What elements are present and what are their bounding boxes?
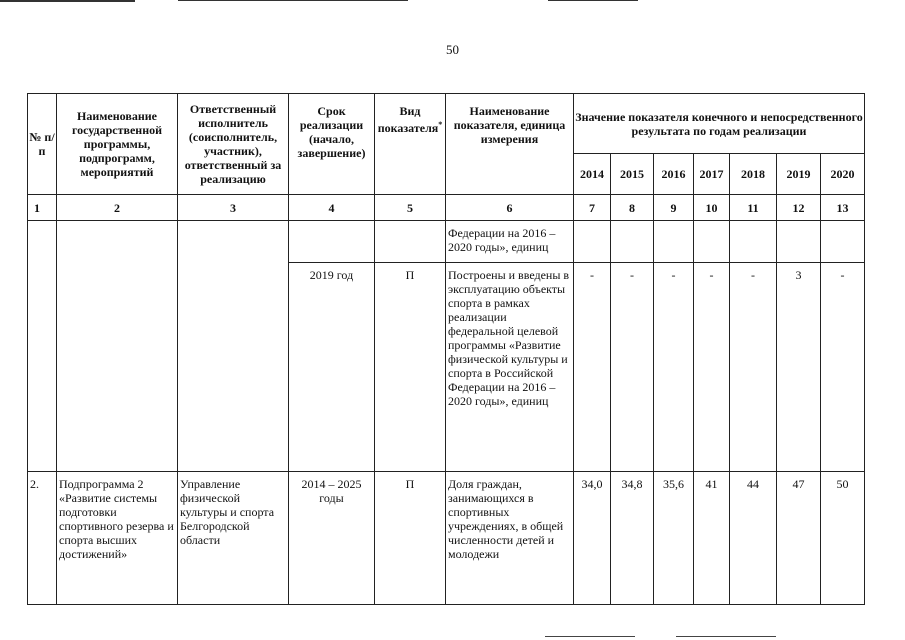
cell-empty [574, 221, 611, 263]
cell-empty [375, 221, 446, 263]
year-header: 2015 [611, 154, 654, 195]
year-header: 2016 [654, 154, 694, 195]
column-number: 8 [611, 195, 654, 221]
row-number-cell: 2. [28, 472, 57, 605]
year-header: 2018 [730, 154, 777, 195]
year-header: 2020 [821, 154, 865, 195]
value-cell: - [694, 263, 730, 472]
cell-empty [654, 221, 694, 263]
col-header-values-group: Значение показателя конечного и непосредственного результата по годам реализации [574, 94, 865, 154]
value-cell: 3 [777, 263, 821, 472]
top-rule-mid [178, 0, 408, 1]
column-number: 11 [730, 195, 777, 221]
value-cell: 34,8 [611, 472, 654, 605]
col-header-period: Срок реализации (начало, завершение) [289, 94, 375, 195]
value-cell: 47 [777, 472, 821, 605]
period-cell: 2019 год [289, 263, 375, 472]
value-cell: - [611, 263, 654, 472]
col-header-type-label: Вид показателя [377, 104, 439, 135]
col-header-executor: Ответственный исполнитель (соисполнитель, участник), ответственный за реализацию [178, 94, 289, 195]
bottom-rule-right [676, 636, 776, 637]
indicator-cell: Доля граждан, занимающихся в спортивных учреждениях, в общей численности детей и молодежи [446, 472, 574, 605]
indicators-table [27, 93, 865, 605]
value-cell: - [654, 263, 694, 472]
type-cell: П [375, 263, 446, 472]
column-number: 3 [178, 195, 289, 221]
top-rule-left [0, 0, 135, 2]
value-cell: 50 [821, 472, 865, 605]
indicator-cell: Построены и введены в эксплуатацию объекты спорта в рамках реализации федеральной целевой программы «Развитие физической культуры и спорта в Российской Федерации на 2016 – 2020 годы», единиц [446, 263, 574, 472]
period-cell: 2014 – 2025 годы [289, 472, 375, 605]
col-header-number: № п/п [28, 94, 57, 195]
bottom-rule-left [545, 636, 635, 637]
column-number: 10 [694, 195, 730, 221]
cell-empty [777, 221, 821, 263]
column-number: 7 [574, 195, 611, 221]
cell-empty [821, 221, 865, 263]
cell-empty [611, 221, 654, 263]
col-header-indicator: Наименование показателя, единица измерения [446, 94, 574, 195]
value-cell: - [574, 263, 611, 472]
type-cell: П [375, 472, 446, 605]
column-number: 9 [654, 195, 694, 221]
cell-empty [289, 221, 375, 263]
cell-empty [694, 221, 730, 263]
executor-cell: Управление физической культуры и спорта Белгородской области [178, 472, 289, 605]
value-cell: 34,0 [574, 472, 611, 605]
column-number: 5 [375, 195, 446, 221]
col-header-type [375, 94, 446, 195]
column-number: 12 [777, 195, 821, 221]
program-name-cell: Подпрограмма 2 «Развитие системы подготовки спортивного резерва и спорта высших достижений» [57, 472, 178, 605]
value-cell: 44 [730, 472, 777, 605]
year-header: 2019 [777, 154, 821, 195]
column-number: 6 [446, 195, 574, 221]
value-cell: 41 [694, 472, 730, 605]
year-header: 2014 [574, 154, 611, 195]
col-header-program: Наименование государственной программы, подпрограмм, мероприятий [57, 94, 178, 195]
column-number: 2 [57, 195, 178, 221]
column-number: 4 [289, 195, 375, 221]
column-number: 1 [28, 195, 57, 221]
cell-empty [178, 221, 289, 472]
column-number: 13 [821, 195, 865, 221]
value-cell: - [730, 263, 777, 472]
indicator-cell: Федерации на 2016 – 2020 годы», единиц [446, 221, 574, 263]
top-rule-right [548, 0, 638, 1]
page-number: 50 [446, 42, 459, 57]
footnote-mark: * [438, 120, 443, 129]
cell-empty [730, 221, 777, 263]
value-cell: - [821, 263, 865, 472]
cell-empty [57, 221, 178, 472]
cell-empty [28, 221, 57, 472]
year-header: 2017 [694, 154, 730, 195]
value-cell: 35,6 [654, 472, 694, 605]
